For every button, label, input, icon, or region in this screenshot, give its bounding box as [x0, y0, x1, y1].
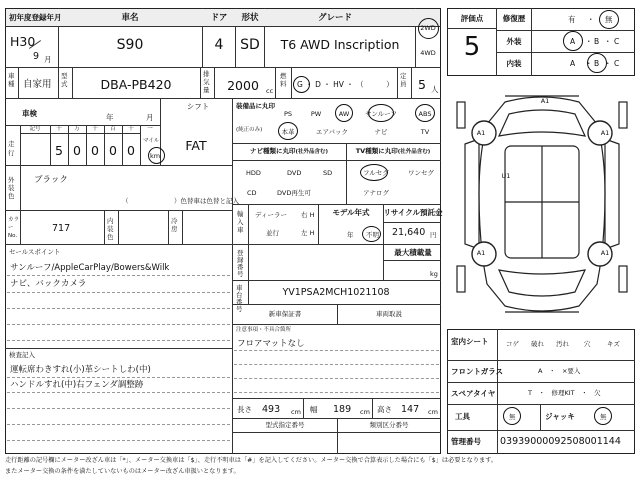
ext-a-circle: [563, 31, 583, 51]
equip-tv: TV: [420, 128, 430, 136]
model-year-unit: 年: [347, 231, 354, 239]
import-left: 左 H: [301, 229, 315, 237]
equip-aw: AW: [338, 110, 350, 118]
import-parallel: 並行: [266, 229, 279, 237]
digit-header: 十: [56, 126, 62, 132]
tv-analog: アナログ: [363, 189, 389, 197]
model-year-unknown: 不明: [366, 231, 379, 239]
digit-header: 百: [110, 126, 116, 132]
tv-label-text: TV種類に丸印: [355, 147, 398, 155]
int-b: B: [594, 59, 600, 68]
registration-label: 登録番号: [237, 249, 244, 278]
int-c: C: [614, 59, 620, 68]
damage-a1-left: A1: [476, 129, 486, 137]
length-unit: cm: [291, 408, 301, 416]
width-unit: cm: [360, 408, 370, 416]
twowd: 2WD: [420, 24, 436, 32]
digit-header: 記号: [29, 126, 41, 132]
inspector-label: 検査記入: [9, 351, 35, 359]
height-label: 高さ: [377, 405, 392, 414]
digit-header: 万: [74, 126, 80, 132]
reg-month: 9: [33, 51, 40, 62]
equip-sunroof: サンルーフ: [365, 110, 397, 118]
int-grade-label: 内装: [506, 59, 522, 68]
capacity: 5: [418, 77, 426, 92]
ext-b: B: [594, 37, 600, 46]
shift: FAT: [185, 138, 207, 153]
windshield-items: A ・ ×要入: [538, 367, 581, 375]
model: DBA-PB420: [100, 77, 172, 92]
mileage-digit: 0: [73, 143, 81, 158]
equip-aw-circle: [335, 104, 353, 122]
mgmt-no: 03939000092508001144: [500, 436, 621, 447]
reg-era: H30: [10, 34, 36, 49]
import-right: 右 H: [301, 211, 315, 219]
sales-point-label: セールスポイント: [9, 248, 61, 256]
nav-cd: CD: [247, 189, 257, 197]
max-load-label: 最大積載量: [394, 248, 432, 257]
exterior-color: ブラック: [34, 175, 68, 185]
import-dealer: ディーラー: [255, 211, 287, 219]
caution-label: 注意事項・不具合箇所: [236, 327, 292, 333]
height-unit: cm: [428, 408, 438, 416]
width-label: 幅: [310, 405, 318, 414]
equip-abs: ABS: [418, 110, 432, 118]
inspector-line2: ハンドルすれ(中)右フェンダ調整跡: [10, 380, 144, 390]
model-year-label: モデル年式: [332, 208, 370, 217]
repair-no: 無: [605, 15, 613, 24]
manual: 車両取説: [376, 310, 402, 318]
mileage-digit: 5: [55, 143, 63, 158]
yen-unit: 円: [430, 231, 437, 239]
tv-oneseg: ワンセグ: [408, 169, 434, 177]
vin: YV1PSA2MCH1021108: [282, 287, 390, 298]
category: 自家用: [23, 79, 52, 90]
windshield-label: フロントガラス: [451, 367, 504, 376]
seat-scratch: キズ: [607, 340, 620, 348]
digit-header: 千: [92, 126, 98, 132]
repair-no-circle: [599, 10, 619, 29]
int-a: A: [570, 59, 576, 68]
tools-label: 工具: [455, 412, 470, 421]
mileage-digit: 0: [109, 143, 117, 158]
recycle-value: 21,640: [392, 227, 426, 238]
grade: T6 AWD Inscription: [280, 37, 400, 52]
fuel-selected-circle: [293, 76, 310, 93]
car-diagram: [447, 84, 637, 324]
shift-label: シフト: [186, 102, 210, 111]
interior-seat-label: 室内シート: [451, 337, 489, 346]
mileage-label: 走行: [8, 140, 15, 157]
nav-dvd: DVD: [287, 169, 302, 177]
digit-header: 一: [147, 126, 153, 132]
tv-label: [356, 148, 431, 156]
equipment-sub: (純正のみ): [236, 127, 263, 133]
ext-grade-label: 外装: [506, 37, 522, 46]
car-name-label: 車名: [121, 13, 139, 23]
import-label: 輸入車: [237, 210, 244, 234]
equip-abs-circle: [415, 104, 435, 122]
mgmt-label: 管理番号: [451, 437, 481, 446]
repair-label: 修復歴: [502, 14, 526, 23]
ext-c: C: [614, 37, 620, 46]
caution-line1: フロアマットなし: [237, 339, 305, 349]
tv-sub: (社外品含む): [397, 149, 431, 155]
new-guarantee: 新車保証書: [268, 310, 302, 318]
footer-line2: またメーター交換の条件を満たしていないものはメーター改ざん車扱いとなります。: [5, 468, 240, 475]
shaken-month: 月: [146, 113, 154, 122]
vin-label: 車台番号: [236, 284, 243, 313]
equip-sunroof-circle: [368, 104, 394, 122]
equip-pw: PW: [310, 110, 322, 118]
damage-a1-rear-right: A1: [600, 249, 610, 257]
fourwd: 4WD: [420, 49, 436, 57]
equip-leather-circle: [278, 122, 298, 140]
damage-a1-front: A1: [540, 97, 550, 105]
sales-point-line2: ナビ、バックカメラ: [10, 279, 87, 289]
shape: SD: [240, 37, 260, 53]
equip-navi: ナビ: [374, 128, 388, 136]
capacity-unit: 人: [431, 85, 439, 94]
spare-items: T ・ 修理KIT ・ 欠: [528, 389, 601, 397]
type-designation-label: 型式指定番号: [265, 421, 305, 429]
length: 493: [262, 404, 281, 415]
car-name: S90: [116, 37, 144, 53]
exterior-note: （ ）色替車は色替と記入: [122, 197, 239, 205]
interior-color-label: 内装色: [107, 217, 114, 241]
shaken-label: 車検: [22, 109, 37, 118]
doors: 4: [214, 37, 224, 53]
nav-sd: SD: [323, 169, 333, 177]
score: 5: [463, 32, 481, 62]
fuel-label: 燃料: [280, 72, 287, 88]
exterior-label: 外装色: [8, 176, 15, 200]
class-label: 類別区分番号: [369, 421, 409, 429]
length-label: 長さ: [237, 405, 252, 414]
ext-a: A: [570, 37, 576, 46]
aircon-label: 冷房: [171, 217, 178, 233]
model-label: 型式: [61, 72, 68, 88]
repair-yes: 有: [568, 15, 576, 24]
tv-fullseg: フルセグ: [363, 169, 389, 177]
ext-dot: ・: [585, 37, 593, 46]
capacity-label: 定員: [400, 72, 407, 88]
score-label: 評価点: [460, 14, 484, 23]
recycle-label: リサイクル預託金: [383, 208, 443, 217]
color-no-label: カラーNo.: [8, 217, 20, 239]
mile-unit: マイル: [143, 138, 160, 144]
seat-tear: 破れ: [531, 340, 544, 348]
jack-value: 無: [600, 413, 607, 421]
damage-a1-rear-left: A1: [476, 249, 486, 257]
spare-label: スペアタイヤ: [451, 389, 496, 398]
tools-circle: [503, 407, 521, 425]
int-dot2: ・: [604, 59, 612, 68]
jack-circle: [594, 407, 612, 425]
repair-dot: ・: [587, 15, 595, 24]
tools-value: 無: [509, 413, 516, 421]
fuel-options: G ・ D ・ HV ・ （ ）: [297, 80, 394, 89]
reg-year-label: 初年度登録年月: [9, 13, 62, 22]
unknown-circle: [362, 226, 381, 242]
seat-burn: コゲ: [506, 340, 519, 348]
cc-unit: cc: [266, 87, 274, 95]
int-dot: ・: [585, 59, 593, 68]
km-unit: km: [150, 152, 161, 160]
category-label: 車種: [8, 72, 15, 88]
jack-label: ジャッキ: [545, 412, 575, 421]
grade-label: グレード: [317, 13, 353, 23]
kg-unit: kg: [430, 270, 438, 278]
equipment-label: 装備品に丸印: [236, 102, 275, 110]
shape-label: 形状: [241, 13, 259, 23]
width: 189: [333, 404, 352, 415]
nav-sub: (社外品含む): [295, 149, 329, 155]
mileage-digit: 0: [127, 143, 135, 158]
mileage-digit: 0: [91, 143, 99, 158]
digit-header: 十: [128, 126, 134, 132]
inspector-line1: 運転席わきすれ(小)革シートしわ(中): [10, 365, 151, 375]
shaken-year: 年: [106, 113, 114, 122]
seat-stain: 汚れ: [556, 340, 569, 348]
month-unit: 月: [44, 55, 52, 64]
nav-hdd: HDD: [246, 169, 261, 177]
nav-label: [250, 148, 328, 156]
damage-a1-right: A1: [600, 129, 610, 137]
equip-airbag: エアバック: [316, 128, 348, 136]
nav-dvd-play: DVD再生可: [277, 189, 311, 197]
footer-line1: 走行距離の記号欄にメーター改ざん車は「*」、メーター交換車は「$」、走行不明車は「#」を記入してください。メーター交換で合算表示した場合にも「$」は必要となります。: [5, 457, 498, 464]
equip-leather: 本革: [281, 128, 295, 136]
tv-fullseg-circle: [360, 164, 388, 181]
nav-label-text: ナビ種類に丸印: [249, 147, 296, 155]
sales-point-line1: サンルーフ/AppleCarPlay/Bowers&Wilk: [10, 263, 170, 273]
ext-dot2: ・: [604, 37, 612, 46]
color-no: 717: [52, 223, 71, 234]
equip-ps: PS: [283, 110, 293, 118]
displacement-label: 排気量: [203, 70, 210, 94]
displacement: 2000: [227, 78, 259, 93]
damage-u1: U1: [501, 172, 511, 180]
seat-hole: 穴: [584, 340, 591, 348]
height: 147: [401, 404, 420, 415]
door-label: ドア: [210, 13, 228, 23]
